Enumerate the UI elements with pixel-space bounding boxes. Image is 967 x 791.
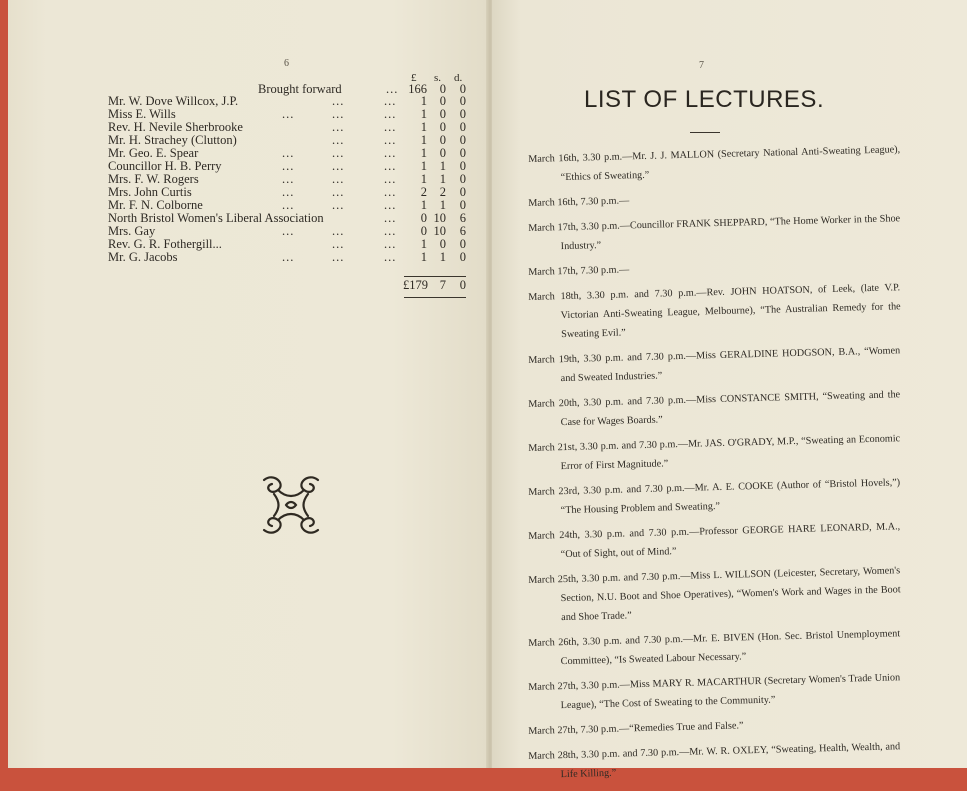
lecture-entry: March 27th, 3.30 p.m.—Miss MARY R. MACARTHUR (Secretary Women's Trade Union League), “The Cost of Sweating to the Community.” (528, 672, 901, 712)
decorative-scroll-ornament (256, 470, 326, 540)
subscriber-name: Rev. G. R. Fothergill... (108, 237, 222, 251)
amount-pounds: 0 (420, 211, 427, 225)
leader-dots: ... (282, 107, 295, 121)
leader-dots: ... (332, 224, 345, 238)
subscription-row (108, 251, 468, 264)
amount-pence: 0 (459, 250, 466, 264)
total-rule-bottom (404, 297, 466, 298)
amount-shillings: 0 (439, 133, 446, 147)
pounds-header: £ (411, 72, 417, 84)
leader-dots: ... (384, 185, 397, 199)
leader-dots: ... (332, 237, 345, 251)
amount-shillings: 1 (439, 198, 446, 212)
leader-dots: ... (332, 250, 345, 264)
lecture-entry: March 20th, 3.30 p.m. and 7.30 p.m.—Miss CONSTANCE SMITH, “Sweating and the Case for Wages Boards.” (528, 389, 901, 429)
amount-shillings: 0 (439, 94, 446, 108)
amount-shillings: 1 (439, 172, 446, 186)
amount-pounds: 1 (420, 159, 427, 173)
subscriber-name: Mrs. Gay (108, 224, 156, 238)
leader-dots: ... (384, 237, 397, 251)
subscriber-name: Rev. H. Nevile Sherbrooke (108, 120, 243, 134)
amount-pence: 0 (459, 146, 466, 160)
total-shillings: 7 (439, 278, 446, 292)
lecture-list (528, 144, 901, 791)
amount-pounds: 1 (420, 94, 427, 108)
subscriber-name: Councillor H. B. Perry (108, 159, 222, 173)
lecture-entry: March 26th, 3.30 p.m. and 7.30 p.m.—Mr. E. BIVEN (Hon. Sec. Bristol Unemployment Committee), “Is Sweated Labour Necessary.” (528, 628, 901, 668)
subscriber-name: Mr. Geo. E. Spear (108, 146, 199, 160)
subscriber-name: Mrs. John Curtis (108, 185, 192, 199)
leader-dots: ... (384, 250, 397, 264)
leader-dots: ... (384, 211, 397, 225)
total-rule-top (404, 276, 466, 277)
lecture-entry: March 23rd, 3.30 p.m. and 7.30 p.m.—Mr. A. E. COOKE (Author of “Bristol Hovels,”) “The Housing Problem and Sweating.” (528, 477, 901, 517)
lecture-entry: March 17th, 7.30 p.m.— (528, 264, 630, 278)
amount-pounds: 1 (420, 146, 427, 160)
pence-header: d. (454, 72, 463, 84)
lecture-entry: March 28th, 3.30 p.m. and 7.30 p.m.—Mr. W. R. OXLEY, “Sweating, Health, Wealth, and Life Killing.” (528, 741, 901, 781)
leader-dots: ... (384, 120, 397, 134)
brought-forward-shillings: 0 (439, 82, 446, 96)
amount-pounds: 1 (420, 133, 427, 147)
page-number-left: 6 (284, 58, 289, 69)
leader-dots: ... (384, 172, 397, 186)
leader-dots: ... (332, 172, 345, 186)
leader-dots: ... (282, 250, 295, 264)
amount-shillings: 10 (433, 211, 446, 225)
amount-pence: 6 (459, 224, 466, 238)
leader-dots: ... (386, 82, 399, 96)
leader-dots: ... (282, 172, 295, 186)
lecture-entry: March 24th, 3.30 p.m. and 7.30 p.m.—Professor GEORGE HARE LEONARD, M.A., “Out of Sight, out of Mind.” (528, 521, 901, 561)
brought-forward-pounds: 166 (408, 82, 427, 96)
leader-dots: ... (384, 146, 397, 160)
amount-pence: 0 (459, 94, 466, 108)
leader-dots: ... (384, 224, 397, 238)
subscriber-name: North Bristol Women's Liberal Association (108, 211, 324, 225)
leader-dots: ... (282, 146, 295, 160)
leader-dots: ... (332, 120, 345, 134)
amount-shillings: 0 (439, 120, 446, 134)
amount-pounds: 1 (420, 198, 427, 212)
amount-pence: 0 (459, 120, 466, 134)
amount-pence: 0 (459, 107, 466, 121)
subscriber-name: Miss E. Wills (108, 107, 176, 121)
subscriber-name: Mr. G. Jacobs (108, 250, 178, 264)
amount-pounds: 1 (420, 107, 427, 121)
amount-shillings: 0 (439, 107, 446, 121)
leader-dots: ... (332, 146, 345, 160)
lecture-entry: March 21st, 3.30 p.m. and 7.30 p.m.—Mr. JAS. O'GRADY, M.P., “Sweating an Economic Error of First Magnitude.” (528, 433, 901, 473)
leader-dots: ... (282, 159, 295, 173)
leader-dots: ... (332, 107, 345, 121)
subscriber-name: Mrs. F. W. Rogers (108, 172, 199, 186)
subscriber-name: Mr. H. Strachey (Clutton) (108, 133, 237, 147)
left-page (8, 0, 488, 768)
lecture-entry: March 25th, 3.30 p.m. and 7.30 p.m.—Miss L. WILLSON (Leicester, Secretary, Women's Section, N.U. Boot and Shoe Operatives), “Women's Work and Wages in the Boot and Shoe Trade.” (528, 565, 901, 624)
amount-shillings: 2 (439, 185, 446, 199)
subscriber-name: Mr. F. N. Colborne (108, 198, 203, 212)
leader-dots: ... (332, 94, 345, 108)
leader-dots: ... (332, 159, 345, 173)
amount-pence: 0 (459, 198, 466, 212)
amount-shillings: 10 (433, 224, 446, 238)
amount-pounds: 0 (420, 224, 427, 238)
amount-shillings: 1 (439, 159, 446, 173)
amount-pence: 0 (459, 172, 466, 186)
lectures-title: LIST OF LECTURES. (584, 86, 825, 113)
brought-forward-label: Brought forward (258, 82, 342, 96)
subscriber-name: Mr. W. Dove Willcox, J.P. (108, 94, 239, 108)
amount-pounds: 1 (420, 172, 427, 186)
amount-pounds: 1 (420, 250, 427, 264)
leader-dots: ... (384, 133, 397, 147)
amount-pence: 0 (459, 133, 466, 147)
leader-dots: ... (282, 224, 295, 238)
leader-dots: ... (384, 159, 397, 173)
brought-forward-pence: 0 (459, 82, 466, 96)
lecture-entry: March 16th, 7.30 p.m.— (528, 195, 630, 209)
shillings-header: s. (434, 72, 442, 84)
amount-pence: 6 (459, 211, 466, 225)
amount-pounds: 2 (420, 185, 427, 199)
amount-shillings: 0 (439, 146, 446, 160)
amount-pounds: 1 (420, 237, 427, 251)
page-number-right: 7 (699, 60, 704, 71)
lecture-entry: March 18th, 3.30 p.m. and 7.30 p.m.—Rev. JOHN HOATSON, of Leek, (late V.P. Victorian Anti-Sweating League, Melbourne), “The Australian Remedy for the Sweating Evil.” (528, 282, 901, 341)
leader-dots: ... (332, 198, 345, 212)
lecture-entry: March 17th, 3.30 p.m.—Councillor FRANK SHEPPARD, “The Home Worker in the Shoe Industry.” (528, 213, 901, 253)
lecture-entry: March 27th, 7.30 p.m.—“Remedies True and False.” (528, 720, 744, 737)
amount-shillings: 1 (439, 250, 446, 264)
total-pounds: £179 (403, 278, 428, 292)
amount-pence: 0 (459, 185, 466, 199)
leader-dots: ... (332, 185, 345, 199)
lecture-entry: March 16th, 3.30 p.m.—Mr. J. J. MALLON (Secretary National Anti-Sweating League), “Ethics of Sweating.” (528, 144, 901, 184)
leader-dots: ... (282, 185, 295, 199)
total-pence: 0 (459, 278, 466, 292)
title-rule (690, 132, 720, 133)
leader-dots: ... (384, 94, 397, 108)
leader-dots: ... (384, 198, 397, 212)
amount-pence: 0 (459, 237, 466, 251)
leader-dots: ... (332, 133, 345, 147)
leader-dots: ... (282, 198, 295, 212)
amount-shillings: 0 (439, 237, 446, 251)
lecture-entry: March 19th, 3.30 p.m. and 7.30 p.m.—Miss GERALDINE HODGSON, B.A., “Women and Sweated Industries.” (528, 345, 901, 385)
amount-pounds: 1 (420, 120, 427, 134)
leader-dots: ... (384, 107, 397, 121)
amount-pence: 0 (459, 159, 466, 173)
